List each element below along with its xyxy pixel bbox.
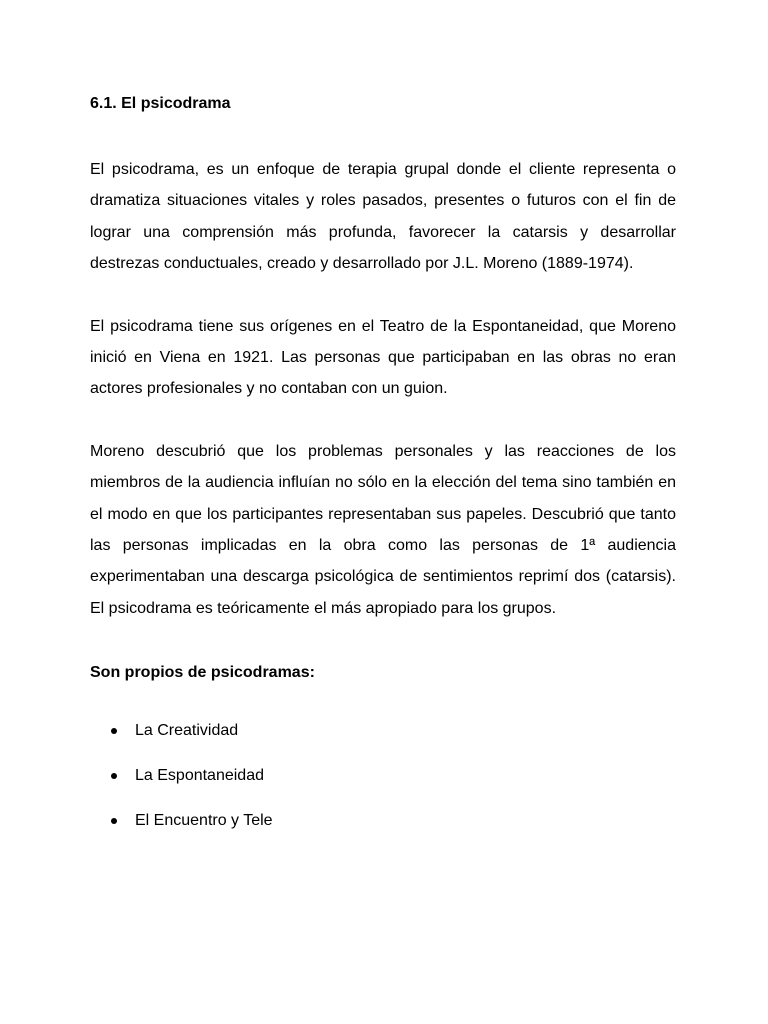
list-item — [90, 811, 676, 831]
section-heading: 6.1. El psicodrama — [90, 95, 231, 112]
list-item — [90, 766, 676, 786]
paragraph-origins: El psicodrama tiene sus orígenes en el Teatro de la Espontaneidad, que Moreno inició en Viena en 1921. Las personas que participaban en las obras no eran actores profesionales y no contaban con un guion. — [90, 317, 676, 398]
bullet-icon — [111, 773, 117, 779]
list-item-label: El Encuentro y Tele — [135, 812, 273, 830]
bullet-icon — [111, 818, 117, 824]
list-item — [90, 721, 676, 741]
list-item-label: La Creatividad — [135, 722, 239, 740]
list-item-label: La Espontaneidad — [135, 767, 264, 785]
paragraph-definition: El psicodrama, es un enfoque de terapia grupal donde el cliente representa o dramatiza situaciones vitales y roles pasados, presentes o futuros con el fin de lograr una comprensión más profunda, favorecer la catarsis y desarrollar destrezas conductuales, creado y desarrollado por J.L. Moreno (1889-1974). — [90, 161, 676, 273]
list-heading: Son propios de psicodramas: — [90, 664, 315, 682]
feature-list — [90, 721, 676, 831]
paragraph-discovery: Moreno descubrió que los problemas personales y las reacciones de los miembros de la audiencia influían no sólo en la elección del tema sino también en el modo en que los participantes representaban sus papeles. Descubrió que tanto las personas implicadas en la obra como las personas de 1ª audiencia experimentaban una descarga psicológica de sentimientos reprimí dos (catarsis). El psicodrama es teóricamente el más apropiado para los grupos. — [90, 442, 676, 617]
bullet-icon — [111, 728, 117, 734]
document-page — [90, 90, 676, 856]
